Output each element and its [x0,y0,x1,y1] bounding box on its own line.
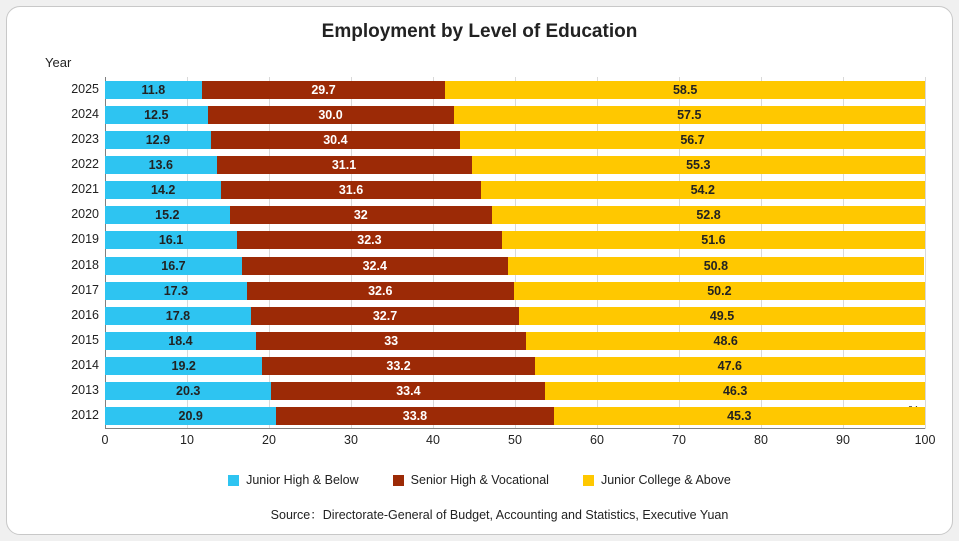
bar-value-label: 33.4 [396,384,421,399]
bar-value-label: 54.2 [690,183,715,198]
bar-segment [276,407,553,425]
bar-segment [105,357,262,375]
legend-swatch-icon [228,475,239,486]
bar-segment [251,307,519,325]
bar-segment [105,131,211,149]
bar-value-label: 31.1 [331,158,357,172]
bar-value-label: 20.9 [178,409,203,424]
bar-segment [105,156,217,174]
gridlines [105,77,925,429]
x-tick-label: 10 [180,433,194,447]
bar-segment [545,382,925,400]
bar-value-label: 50.2 [707,283,732,298]
bar-segment [247,282,514,300]
bar-segment [535,357,925,375]
bar-segment [105,332,256,350]
bar-value-label: 16.1 [158,233,184,248]
bar-value-label: 19.2 [171,359,196,374]
y-tick-label: 2025 [71,81,99,96]
legend-item[interactable] [583,473,731,487]
y-tick-label: 2021 [71,182,99,197]
y-axis-line [105,77,106,429]
bar-segment [460,131,925,149]
bar-segment [271,382,545,400]
legend-swatch-icon [583,475,594,486]
bar-row [105,257,925,275]
bar-segment [202,81,446,99]
bar-value-label: 33.8 [402,409,428,424]
bar-value-label: 33.2 [386,359,411,374]
bar-segment [221,181,480,199]
y-tick-label: 2015 [71,333,99,347]
bar-segment [256,332,527,350]
x-tick-labels [101,429,936,451]
bar-segment [554,407,925,425]
bar-segment [105,231,237,249]
gridline [679,77,680,429]
gridline [925,77,926,429]
bar-row [105,131,925,149]
bar-row [105,407,925,425]
bar-value-label: 58.5 [672,82,698,97]
y-tick-label: 2016 [71,307,99,322]
bar-value-label: 30.0 [318,107,343,122]
bar-segment [211,131,460,149]
gridline [187,77,188,429]
bar-segment [526,332,925,350]
bar-value-label: 45.3 [727,409,752,424]
bar-segment [105,257,242,275]
bar-value-label: 30.4 [323,132,348,147]
x-tick-label: 40 [426,433,440,447]
x-tick-label: 80 [754,433,768,447]
bar-value-label: 29.7 [311,82,336,97]
gridline [433,77,434,429]
bar-segment [454,106,926,124]
x-tick-label: 90 [836,433,850,447]
y-tick-label: 2020 [71,207,99,222]
bar-value-label: 14.2 [151,183,176,198]
bar-segment [481,181,925,199]
bar-segment [105,282,247,300]
bar-row [105,206,925,224]
bar-segment [105,382,271,400]
bar-value-label: 32.3 [357,233,382,248]
legend-item[interactable] [393,473,549,487]
bar-value-label: 57.5 [677,107,702,122]
bar-value-label: 47.6 [717,359,742,374]
bar-row [105,307,925,325]
bar-row [105,382,925,400]
bar-value-label: 32.7 [372,308,398,323]
legend-label: Junior College & Above [600,473,731,487]
bar-value-label: 56.7 [680,132,705,147]
gridline [843,77,844,429]
gridline [761,77,762,429]
bar-segment [502,231,925,249]
x-tick-label: 20 [262,433,276,447]
y-tick-label: 2014 [71,358,99,373]
bar-value-label: 31.6 [338,183,364,198]
gridline [515,77,516,429]
bar-row [105,282,925,300]
bar-row [105,106,925,124]
x-tick-label: 30 [344,433,358,447]
y-axis-label: Year [45,55,72,70]
bar-segment [217,156,472,174]
bar-value-label: 33 [384,334,399,348]
bar-segment [492,206,925,224]
bar-segment [262,357,534,375]
bar-value-label: 52.8 [696,208,721,223]
bar-value-label: 32.6 [368,283,393,298]
x-tick-label: 60 [590,433,604,447]
y-tick-label: 2012 [71,408,99,423]
bar-segment [242,257,508,275]
y-tick-label: 2019 [71,232,99,247]
bar-segment [472,156,925,174]
gridline [597,77,598,429]
bar-value-label: 17.8 [165,308,191,323]
legend-item[interactable] [228,473,359,487]
bar-value-label: 55.3 [686,158,711,172]
bar-segment [105,106,208,124]
bar-row [105,231,925,249]
x-tick-label: 0 [101,433,109,447]
y-tick-label: 2024 [71,106,99,121]
bar-segment [105,307,251,325]
bar-value-label: 16.7 [161,258,186,273]
bar-value-label: 49.5 [709,308,735,323]
chart-card [6,6,953,535]
bar-segment [105,407,276,425]
bar-row [105,357,925,375]
bar-segment [105,206,230,224]
bar-value-label: 51.6 [701,233,726,248]
legend [7,473,952,487]
bar-segment [445,81,925,99]
bar-value-label: 32 [353,208,368,223]
bar-segment [208,106,454,124]
x-tick-label: 70 [672,433,686,447]
bar-segment [230,206,492,224]
source-note: Source：Directorate-General of Budget, Accounting and Statistics, Executive Yuan [270,508,729,522]
y-tick-label: 2022 [71,157,99,171]
bar-segment [514,282,925,300]
y-tick-label: 2023 [71,131,99,146]
bar-segment [508,257,925,275]
y-tick-label: 2018 [71,257,99,272]
page-title: Employment by Level of Education [321,21,638,42]
bar-row [105,181,925,199]
bar-value-label: 18.4 [168,334,193,348]
bar-value-label: 12.5 [144,107,169,122]
x-tick-label: 50 [508,433,522,447]
bar-row [105,156,925,174]
gridline [269,77,270,429]
y-tick-label: 2013 [71,383,99,398]
gridline [351,77,352,429]
bar-value-label: 17.3 [163,283,189,298]
bar-segment [105,181,221,199]
bar-segment [237,231,502,249]
bar-value-label: 46.3 [722,384,748,399]
bar-segment [105,81,202,99]
x-tick-label: 100 [914,433,936,447]
bar-value-label: 48.6 [713,334,738,348]
bar-value-label: 12.9 [145,132,171,147]
y-tick-label: 2017 [71,282,99,297]
plot-area [105,77,925,429]
bar-row [105,81,925,99]
bar-value-label: 20.3 [176,384,201,399]
bar-row [105,332,925,350]
bar-value-label: 11.8 [141,82,166,97]
bar-value-label: 15.2 [155,208,180,223]
bar-segment [519,307,925,325]
bar-value-label: 13.6 [148,158,173,172]
bar-value-label: 32.4 [362,258,387,273]
legend-label: Junior High & Below [246,473,359,487]
legend-swatch-icon [393,475,404,486]
legend-label: Senior High & Vocational [410,473,549,487]
bar-value-label: 50.8 [703,258,729,273]
